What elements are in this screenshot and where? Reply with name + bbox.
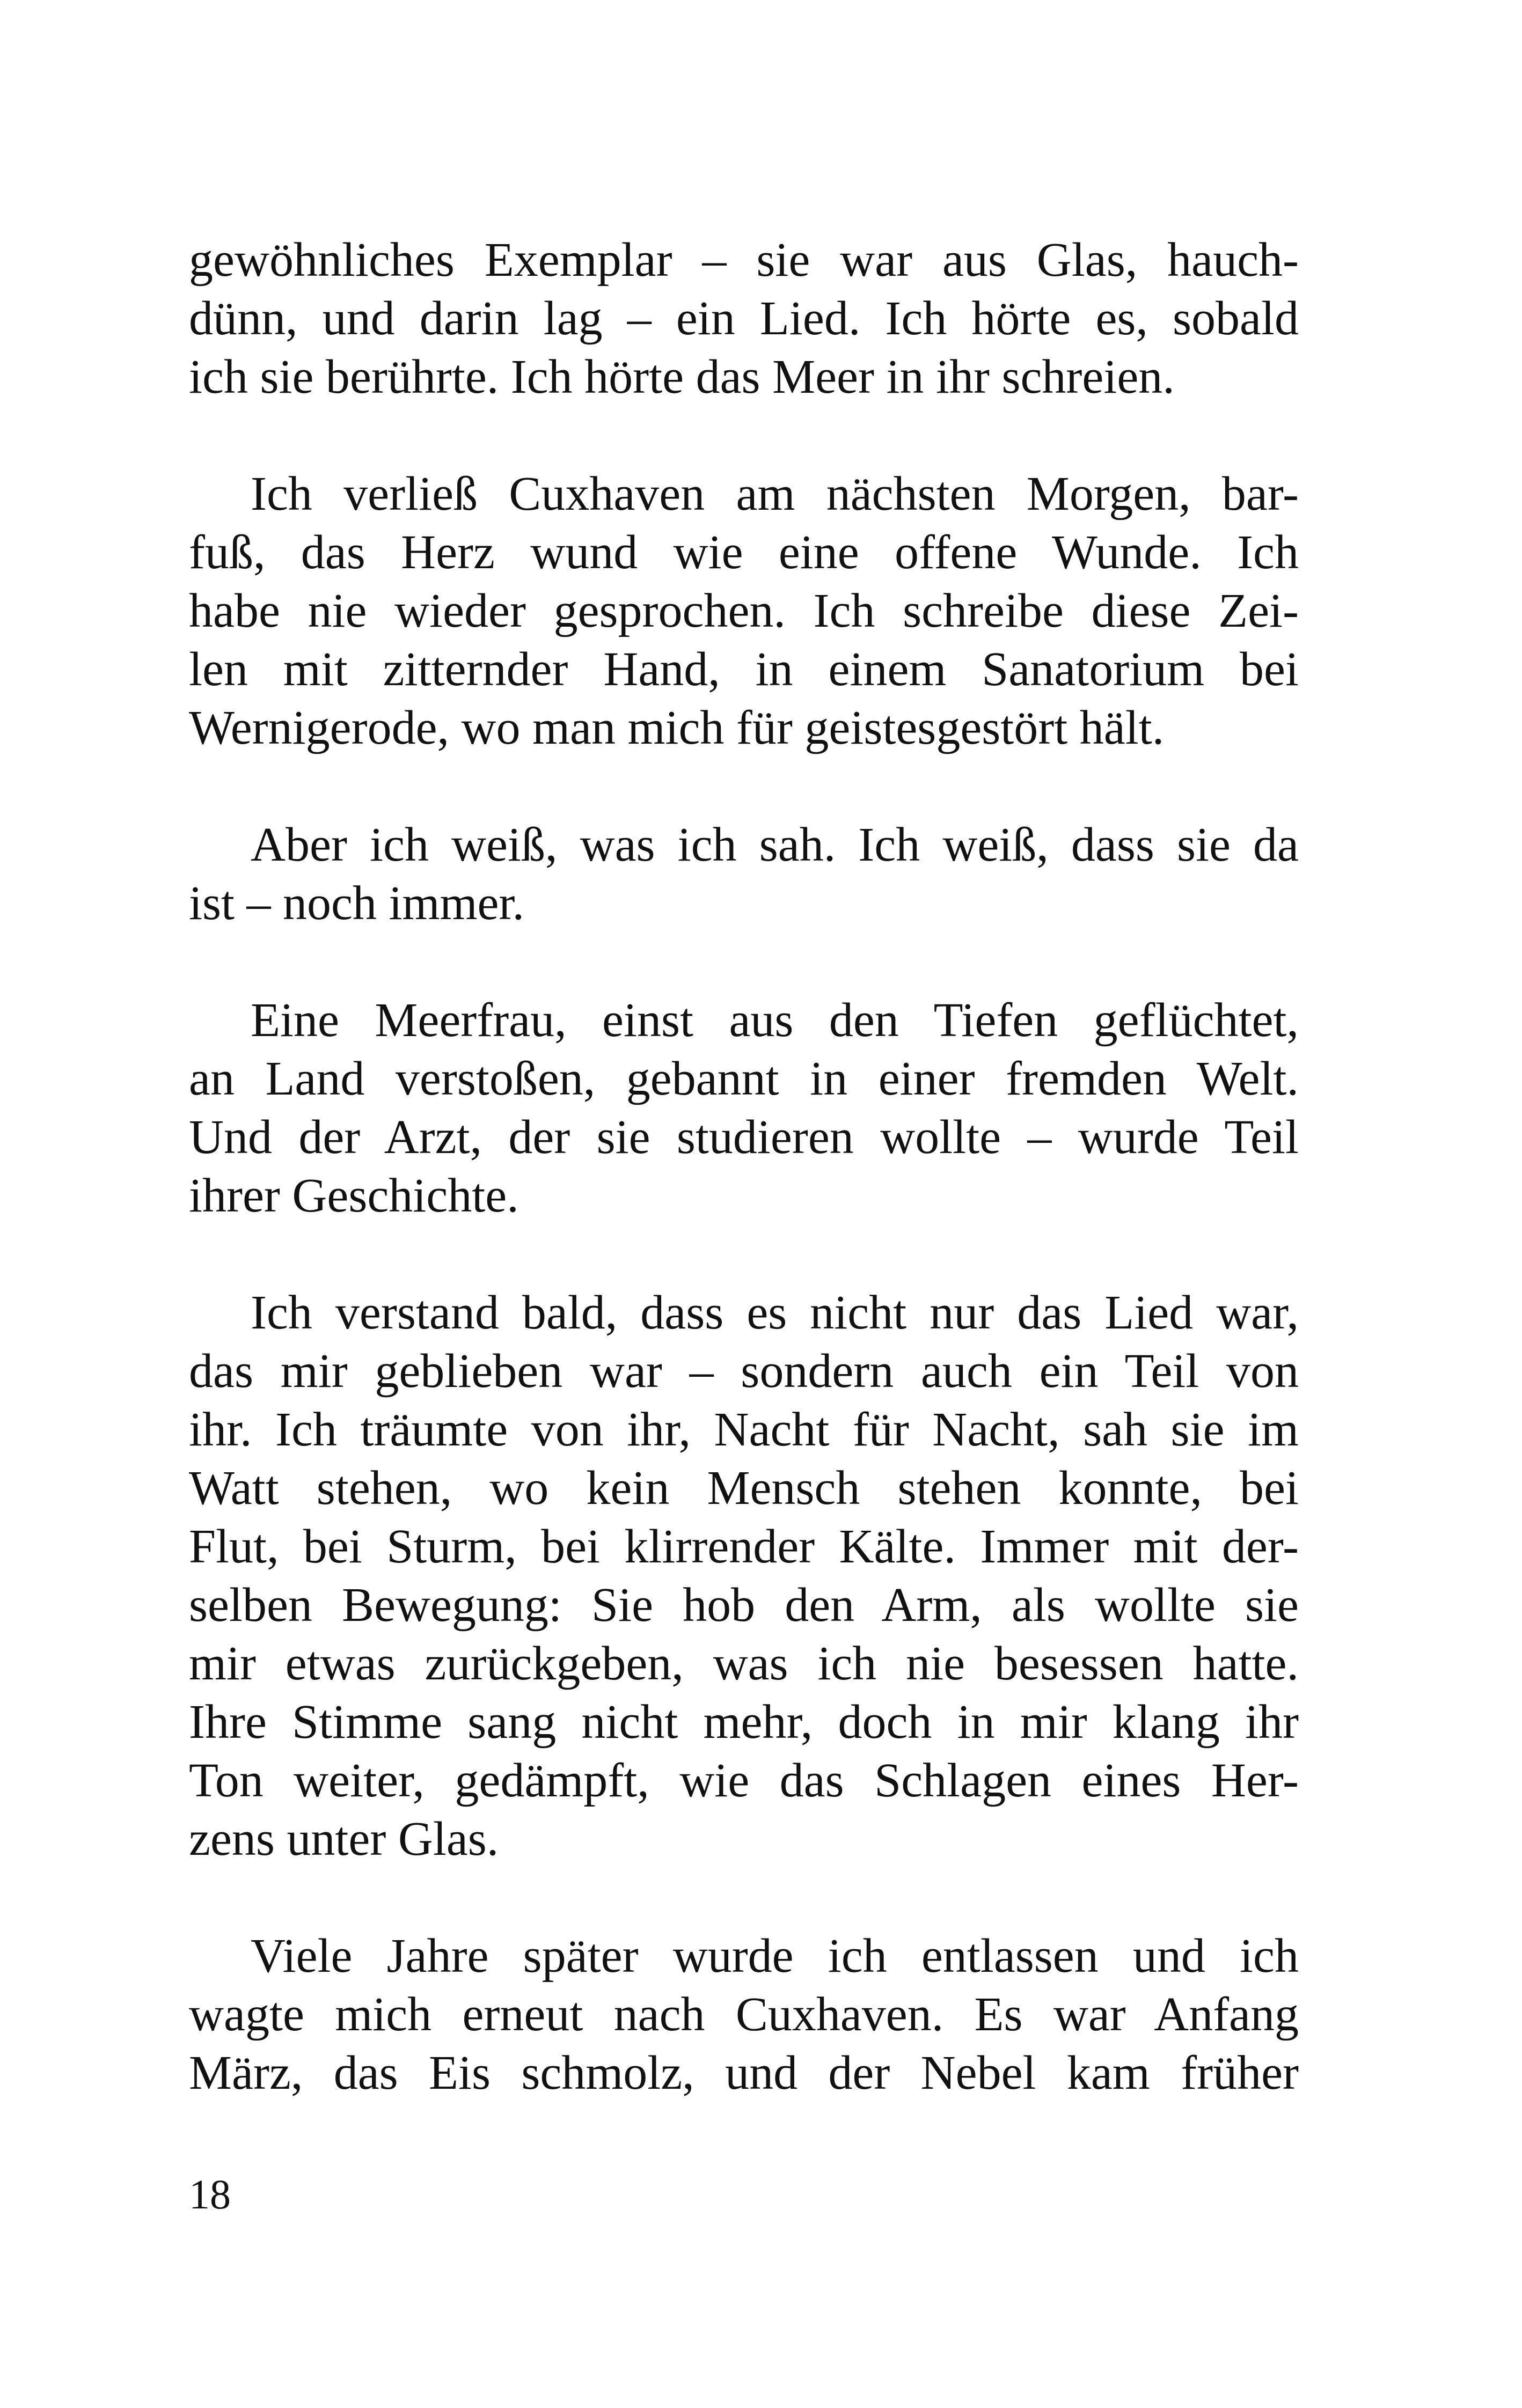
paragraph-gap — [189, 933, 1299, 991]
text-line: ich sie berührte. Ich hörte das Meer in ihr schreien. — [189, 350, 1175, 403]
text-line: Ich verstand bald, dass es nicht nur das Lied war, — [251, 1286, 1299, 1339]
paragraph — [189, 1283, 1299, 1868]
text-line: Eine Meerfrau, einst aus den Tiefen geflüchtet, — [251, 994, 1299, 1047]
paragraph-gap — [189, 1225, 1299, 1283]
page-number: 18 — [189, 2171, 231, 2218]
body-text — [189, 231, 1299, 2102]
paragraph — [189, 816, 1299, 933]
text-line: das mir geblieben war – sondern auch ein Teil von — [189, 1345, 1299, 1398]
text-line: len mit zitternder Hand, in einem Sanatorium bei — [189, 643, 1299, 696]
text-line: fuß, das Herz wund wie eine offene Wunde. Ich — [189, 526, 1299, 579]
text-line: ist – noch immer. — [189, 877, 524, 930]
text-line: Viele Jahre später wurde ich entlassen und ich — [251, 1929, 1299, 1983]
text-line: Ton weiter, gedämpft, wie das Schlagen eines Her- — [189, 1754, 1299, 1807]
text-line: dünn, und darin lag – ein Lied. Ich hörte es, sobald — [189, 292, 1299, 345]
paragraph — [189, 991, 1299, 1225]
text-line: zens unter Glas. — [189, 1812, 499, 1866]
text-line: März, das Eis schmolz, und der Nebel kam früher — [189, 2046, 1299, 2099]
text-line: selben Bewegung: Sie hob den Arm, als wollte sie — [189, 1579, 1299, 1632]
text-line: mir etwas zurückgeben, was ich nie besessen hatte. — [189, 1637, 1299, 1690]
text-line: an Land verstoßen, gebannt in einer fremden Welt. — [189, 1052, 1299, 1105]
paragraph — [189, 465, 1299, 757]
paragraph — [189, 1927, 1299, 2102]
text-line: ihrer Geschichte. — [189, 1169, 519, 1222]
text-line: Ihre Stimme sang nicht mehr, doch in mir klang ihr — [189, 1695, 1299, 1749]
text-line: Aber ich weiß, was ich sah. Ich weiß, dass sie da — [251, 818, 1299, 871]
text-line: gewöhnliches Exemplar – sie war aus Glas, hauch- — [189, 233, 1299, 287]
paragraph-gap — [189, 406, 1299, 465]
text-line: Watt stehen, wo kein Mensch stehen konnte, bei — [189, 1462, 1299, 1515]
text-line: Wernigerode, wo man mich für geistesgestört hält. — [189, 701, 1165, 754]
text-line: ihr. Ich träumte von ihr, Nacht für Nacht, sah sie im — [189, 1403, 1299, 1456]
paragraph-gap — [189, 757, 1299, 816]
paragraph-gap — [189, 1868, 1299, 1927]
text-line: Ich verließ Cuxhaven am nächsten Morgen, bar- — [251, 467, 1299, 520]
text-line: Flut, bei Sturm, bei klirrender Kälte. Immer mit der- — [189, 1520, 1299, 1573]
paragraph — [189, 231, 1299, 406]
text-line: Und der Arzt, der sie studieren wollte – wurde Teil — [189, 1111, 1299, 1164]
text-line: wagte mich erneut nach Cuxhaven. Es war Anfang — [189, 1988, 1299, 2041]
text-line: habe nie wieder gesprochen. Ich schreibe diese Zei- — [189, 584, 1299, 637]
